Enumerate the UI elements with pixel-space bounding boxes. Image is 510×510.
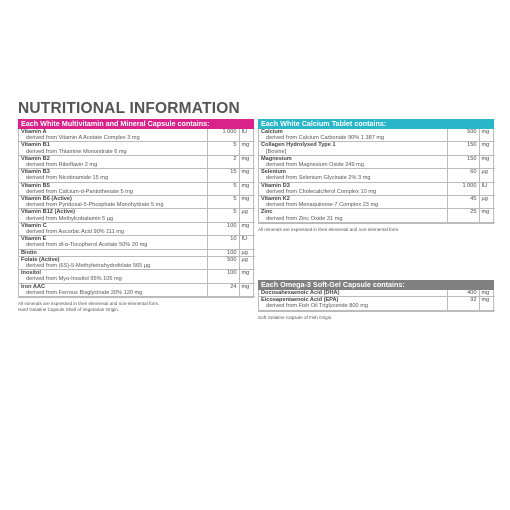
table-row	[259, 142, 495, 155]
table-row	[19, 196, 255, 209]
nutrient-name: Vitamin K2	[261, 196, 290, 203]
nutrient-cell	[19, 222, 207, 235]
nutrient-cell	[259, 209, 447, 222]
nutrient-source: derived from Nicotinamide 15 mg	[26, 175, 109, 182]
table-row	[259, 155, 495, 168]
nutrient-source: derived from (6S)-5-Methyltetrahydrofolate 565 µg	[26, 263, 151, 270]
nutrient-unit: mg	[239, 155, 255, 168]
table-row	[259, 290, 495, 297]
nutrient-name: Folate (Active)	[21, 256, 60, 263]
nutrient-name: Vitamin B12 (Active)	[21, 209, 75, 216]
footnote: All minerals are expressed in their elemental and non-elemental form.	[258, 226, 400, 232]
nutrient-unit: mg	[479, 142, 495, 155]
nutrient-cell	[19, 256, 207, 269]
nutrient-amount: 24	[207, 283, 239, 296]
table-row	[19, 182, 255, 195]
nutrient-amount: 60	[447, 169, 479, 182]
nutrient-unit: mg	[239, 283, 255, 296]
nutrient-cell	[19, 182, 207, 195]
calcium-table	[259, 129, 495, 223]
nutrient-unit: IU	[239, 236, 255, 249]
nutrient-amount: 1 000	[447, 182, 479, 195]
nutrient-unit: mg	[479, 129, 495, 142]
nutrient-source: derived from Thiamine Mononitrate 6 mg	[26, 148, 127, 155]
multivitamin-header: Each White Multivitamin and Mineral Capsule contains:	[18, 119, 254, 129]
nutrient-source: derived from Methylcobalamin 5 µg	[26, 215, 114, 222]
nutrient-source: derived from dl-α-Tocopherol Acetate 50% 20 mg	[26, 242, 148, 249]
page-title: NUTRITIONAL INFORMATION	[18, 100, 240, 117]
nutrient-source: derived from Vitamin A Acetate Complex 3 mg	[26, 135, 140, 142]
nutrient-cell	[259, 169, 447, 182]
nutrient-amount: 2	[207, 155, 239, 168]
nutrient-cell	[19, 169, 207, 182]
nutrient-unit: mg	[239, 222, 255, 235]
nutrient-source: derived from Pyridoxal-5-Phosphate Monohydrate 5 mg	[26, 202, 164, 209]
nutrient-source: derived from Myo-Inositol 95% 105 mg	[26, 276, 122, 283]
nutrient-name: Selenium	[261, 169, 286, 176]
nutrient-amount: 5	[207, 209, 239, 222]
nutrient-cell	[259, 142, 447, 155]
calcium-panel	[258, 119, 494, 233]
nutrient-cell	[259, 155, 447, 168]
nutrient-unit: IU	[239, 129, 255, 142]
nutrient-name: Vitamin A	[21, 129, 47, 135]
multivitamin-notes	[18, 298, 254, 313]
nutrient-name: Eicosapentaenoic Acid (EPA)	[261, 297, 339, 304]
table-row	[19, 256, 255, 269]
nutrient-name: Docosahexaenoic Acid (DHA)	[261, 290, 340, 296]
omega-header: Each Omega-3 Soft-Gel Capsule contains:	[258, 280, 494, 290]
nutrient-source: derived from Menaquinone-7 Complex 23 mg	[266, 202, 379, 209]
omega-table	[259, 290, 495, 311]
nutrient-cell	[259, 196, 447, 209]
nutrient-source: derived from Calcium Carbonate 90% 1 387 mg	[266, 135, 385, 142]
nutrient-amount: 150	[447, 142, 479, 155]
nutrient-name: Vitamin C	[21, 222, 47, 229]
nutrient-amount: 45	[447, 196, 479, 209]
nutrient-name: Magnesium	[261, 155, 292, 162]
nutrient-cell	[259, 290, 447, 297]
nutrient-cell	[259, 129, 447, 142]
nutrient-amount: 500	[447, 129, 479, 142]
table-row	[19, 222, 255, 235]
table-row	[19, 169, 255, 182]
nutrient-amount: 150	[447, 155, 479, 168]
nutrient-cell	[19, 249, 207, 256]
calcium-header: Each White Calcium Tablet contains:	[258, 119, 494, 129]
nutrient-amount: 100	[207, 270, 239, 283]
nutrient-unit: mg	[479, 209, 495, 222]
nutrient-unit: mg	[239, 142, 255, 155]
table-row	[19, 270, 255, 283]
nutrient-cell	[19, 283, 207, 296]
nutrient-name: Calcium	[261, 129, 283, 135]
table-row	[19, 209, 255, 222]
table-row	[259, 196, 495, 209]
nutrient-amount: 92	[447, 297, 479, 310]
nutrient-name: Vitamin B5	[21, 182, 50, 189]
nutrient-cell	[259, 182, 447, 195]
nutrient-amount: 5	[207, 182, 239, 195]
nutrient-amount: 5	[207, 196, 239, 209]
table-row	[259, 129, 495, 142]
nutrient-amount: 100	[207, 222, 239, 235]
table-row	[259, 297, 495, 310]
multivitamin-panel	[18, 119, 254, 313]
nutrient-name: Collagen Hydrolysed Type 1	[261, 142, 336, 149]
nutrient-unit: mg	[239, 196, 255, 209]
nutrient-source: derived from Zinc Oxide 31 mg	[266, 215, 343, 222]
nutrient-name: Vitamin D3	[261, 182, 290, 189]
omega-notes	[258, 312, 494, 321]
nutrient-unit: mg	[479, 290, 495, 297]
table-row	[19, 142, 255, 155]
nutrient-source: derived from Selenium Glycinate 2% 3 mg	[266, 175, 371, 182]
nutrient-amount: 400	[447, 290, 479, 297]
nutrient-name: Vitamin B1	[21, 142, 50, 149]
nutrient-cell	[19, 155, 207, 168]
footnote: Hard Gelatine Capsule Shell of Vegetarian Origin.	[18, 307, 120, 313]
nutrient-amount: 100	[207, 249, 239, 256]
nutrient-unit: mg	[239, 270, 255, 283]
nutrient-name: Vitamin B2	[21, 155, 50, 162]
nutrient-unit: µg	[239, 249, 255, 256]
nutrient-unit: mg	[239, 169, 255, 182]
nutrient-name: Biotin	[21, 249, 37, 256]
nutrient-unit: mg	[479, 297, 495, 310]
nutrient-source: derived from Calcium-d-Pantothenate 5 mg	[26, 188, 133, 195]
table-row	[259, 182, 495, 195]
multivitamin-table	[19, 129, 255, 297]
nutrient-cell	[19, 142, 207, 155]
nutrient-amount: 10	[207, 236, 239, 249]
nutrient-source: derived from Ferrous Bisglycinate 20% 120 mg	[26, 289, 143, 296]
nutrient-amount: 15	[207, 169, 239, 182]
nutrient-name: Vitamin B3	[21, 169, 50, 176]
table-row	[259, 169, 495, 182]
nutrient-source: derived from Fish Oil Triglyceride 800 mg	[266, 303, 368, 310]
nutrient-cell	[19, 129, 207, 142]
footnote: All minerals are expressed in their elemental and non-elemental form.	[18, 301, 160, 307]
nutrient-unit: µg	[479, 169, 495, 182]
nutrient-name: Vitamin B6 (Active)	[21, 196, 72, 203]
nutrient-name: Inositol	[21, 270, 41, 277]
omega-panel	[258, 280, 494, 321]
nutrient-unit: µg	[479, 196, 495, 209]
table-row	[259, 209, 495, 222]
nutrient-name: Vitamin E	[21, 236, 47, 243]
nutrient-amount: 5	[207, 142, 239, 155]
nutrient-cell	[19, 209, 207, 222]
table-row	[19, 129, 255, 142]
nutrient-unit: IU	[479, 182, 495, 195]
calcium-notes	[258, 224, 494, 233]
nutrient-amount: 1 000	[207, 129, 239, 142]
table-row	[19, 283, 255, 296]
nutrient-cell	[259, 297, 447, 310]
nutrient-source: derived from Cholecalciferol Complex 10 mg	[266, 188, 377, 195]
nutrient-source: derived from Riboflavin 2 mg	[26, 162, 98, 169]
nutrient-unit: mg	[479, 155, 495, 168]
table-row	[19, 155, 255, 168]
nutrient-amount: 25	[447, 209, 479, 222]
footnote: Soft Gelatine Capsule of Fish Origin.	[258, 314, 333, 320]
table-row	[19, 249, 255, 256]
nutrient-name: Zinc	[261, 209, 273, 216]
nutrient-unit: µg	[239, 209, 255, 222]
nutrient-source: [Bovine]	[266, 148, 287, 155]
nutrient-amount: 500	[207, 256, 239, 269]
nutrient-cell	[19, 236, 207, 249]
nutrient-unit: µg	[239, 256, 255, 269]
nutrient-name: Iron AAC	[21, 283, 46, 290]
nutrient-unit: mg	[239, 182, 255, 195]
nutrient-source: derived from Magnesium Oxide 249 mg	[266, 162, 364, 169]
nutrient-cell	[19, 270, 207, 283]
nutrient-cell	[19, 196, 207, 209]
nutrient-source: derived from Ascorbic Acid 90% 111 mg	[26, 229, 125, 236]
table-row	[19, 236, 255, 249]
